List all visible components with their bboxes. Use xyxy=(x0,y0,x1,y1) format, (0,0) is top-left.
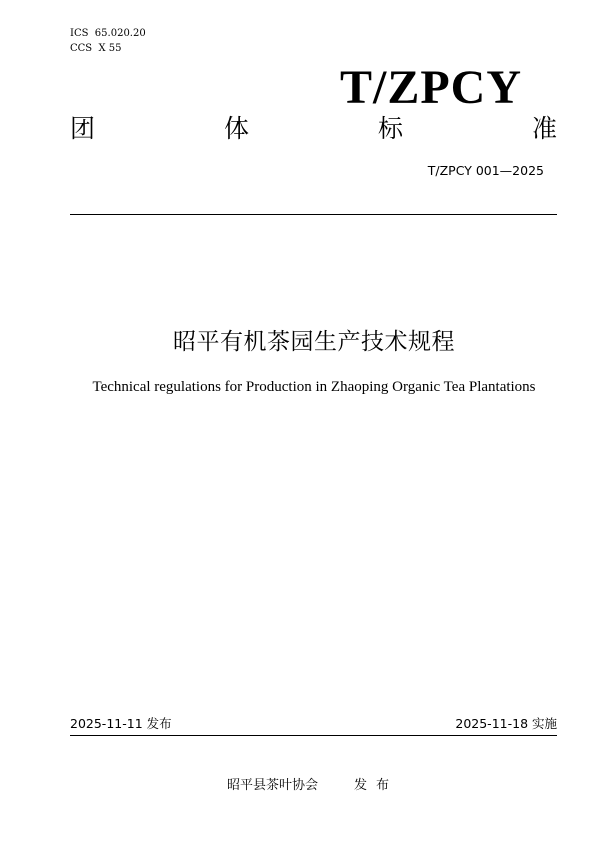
publish-date: 2025-11-11 发布 xyxy=(70,716,172,731)
standard-type-char: 团 xyxy=(70,114,96,143)
issue-label: 发布 xyxy=(354,778,399,793)
standard-type-heading xyxy=(70,113,557,145)
document-number: T/ZPCY 001—2025 xyxy=(427,163,544,178)
top-divider xyxy=(70,214,557,215)
title-english: Technical regulations for Production in Zhaoping Organic Tea Plantations xyxy=(92,379,536,395)
standard-type-char: 标 xyxy=(377,114,403,143)
standard-type-char: 准 xyxy=(531,114,557,143)
ics-classification: ICS 65.020.20 xyxy=(70,28,146,39)
bottom-divider xyxy=(70,735,557,736)
standard-type-char: 体 xyxy=(223,114,249,143)
implement-date: 2025-11-18 实施 xyxy=(455,716,557,731)
issuer-name: 昭平县茶叶协会 xyxy=(227,778,319,793)
standard-code-logo: T/ZPCY xyxy=(339,61,522,114)
ccs-classification: CCS X 55 xyxy=(70,43,122,54)
title-chinese: 昭平有机茶园生产技术规程 xyxy=(173,329,455,355)
